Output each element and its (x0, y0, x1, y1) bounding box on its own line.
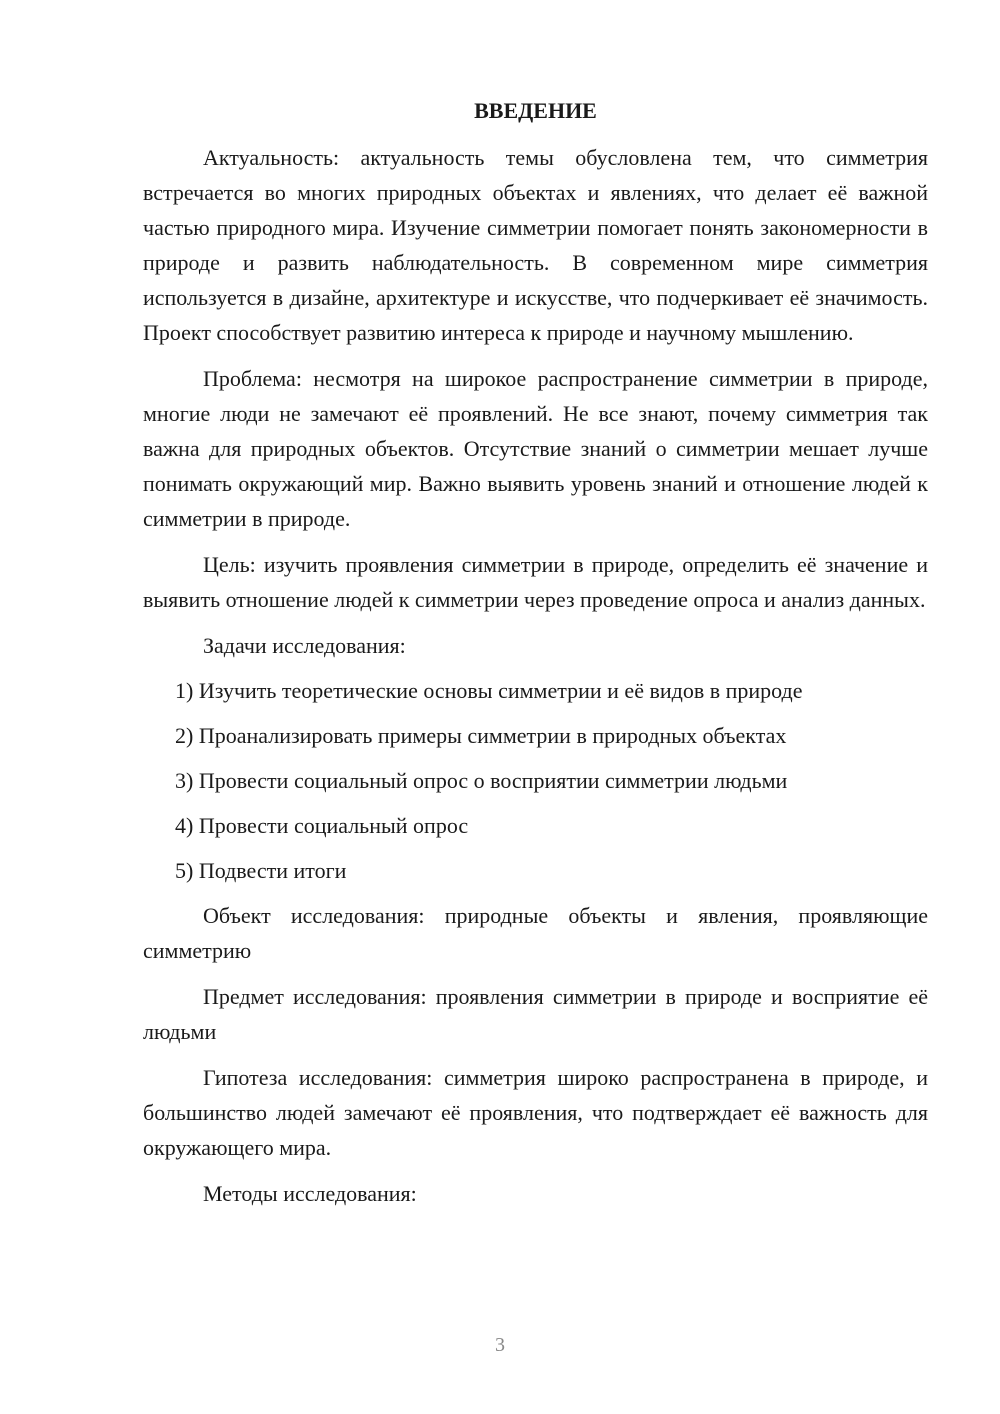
tasks-heading: Задачи исследования: (203, 633, 406, 658)
list-item: 5) Подвести итоги (175, 858, 347, 883)
list-item: 4) Провести социальный опрос (175, 813, 469, 838)
goal-paragraph: Цель: изучить проявления симметрии в природе, определить её значение и выявить отношение людей к симметрии через проведение опроса и анализ данных. (143, 552, 928, 612)
page-content (143, 96, 928, 1221)
page-title: ВВЕДЕНИЕ (474, 98, 597, 123)
research-object-paragraph: Объект исследования: природные объекты и явления, проявляющие симметрию (143, 903, 928, 963)
list-item: 2) Проанализировать примеры симметрии в природных объектах (175, 723, 787, 748)
tasks-list (143, 673, 928, 888)
methods-heading: Методы исследования: (203, 1181, 417, 1206)
problem-paragraph: Проблема: несмотря на широкое распространение симметрии в природе, многие люди не замечают её проявлений. Не все знают, почему симметрия так важна для природных объектов. Отсутствие знаний о симметрии мешает лучше понимать окружающий мир. Важно выявить уровень знаний и отношение людей к симметрии в природе. (143, 366, 928, 531)
list-item: 3) Провести социальный опрос о восприятии симметрии людьми (175, 768, 788, 793)
hypothesis-paragraph: Гипотеза исследования: симметрия широко распространена в природе, и большинство людей замечают её проявления, что подтверждает её важность для окружающего мира. (143, 1065, 928, 1160)
research-subject-paragraph: Предмет исследования: проявления симметрии в природе и восприятие её людьми (143, 984, 928, 1044)
list-item: 1) Изучить теоретические основы симметрии и её видов в природе (175, 678, 803, 703)
relevance-paragraph: Актуальность: актуальность темы обусловлена тем, что симметрия встречается во многих природных объектах и явлениях, что делает её важной частью природного мира. Изучение симметрии помогает понять закономерности в природе и развить наблюдательность. В современном мире симметрия используется в дизайне, архитектуре и искусстве, что подчеркивает её значимость. Проект способствует развитию интереса к природе и научному мышлению. (143, 145, 928, 345)
page-number: 3 (495, 1334, 505, 1356)
